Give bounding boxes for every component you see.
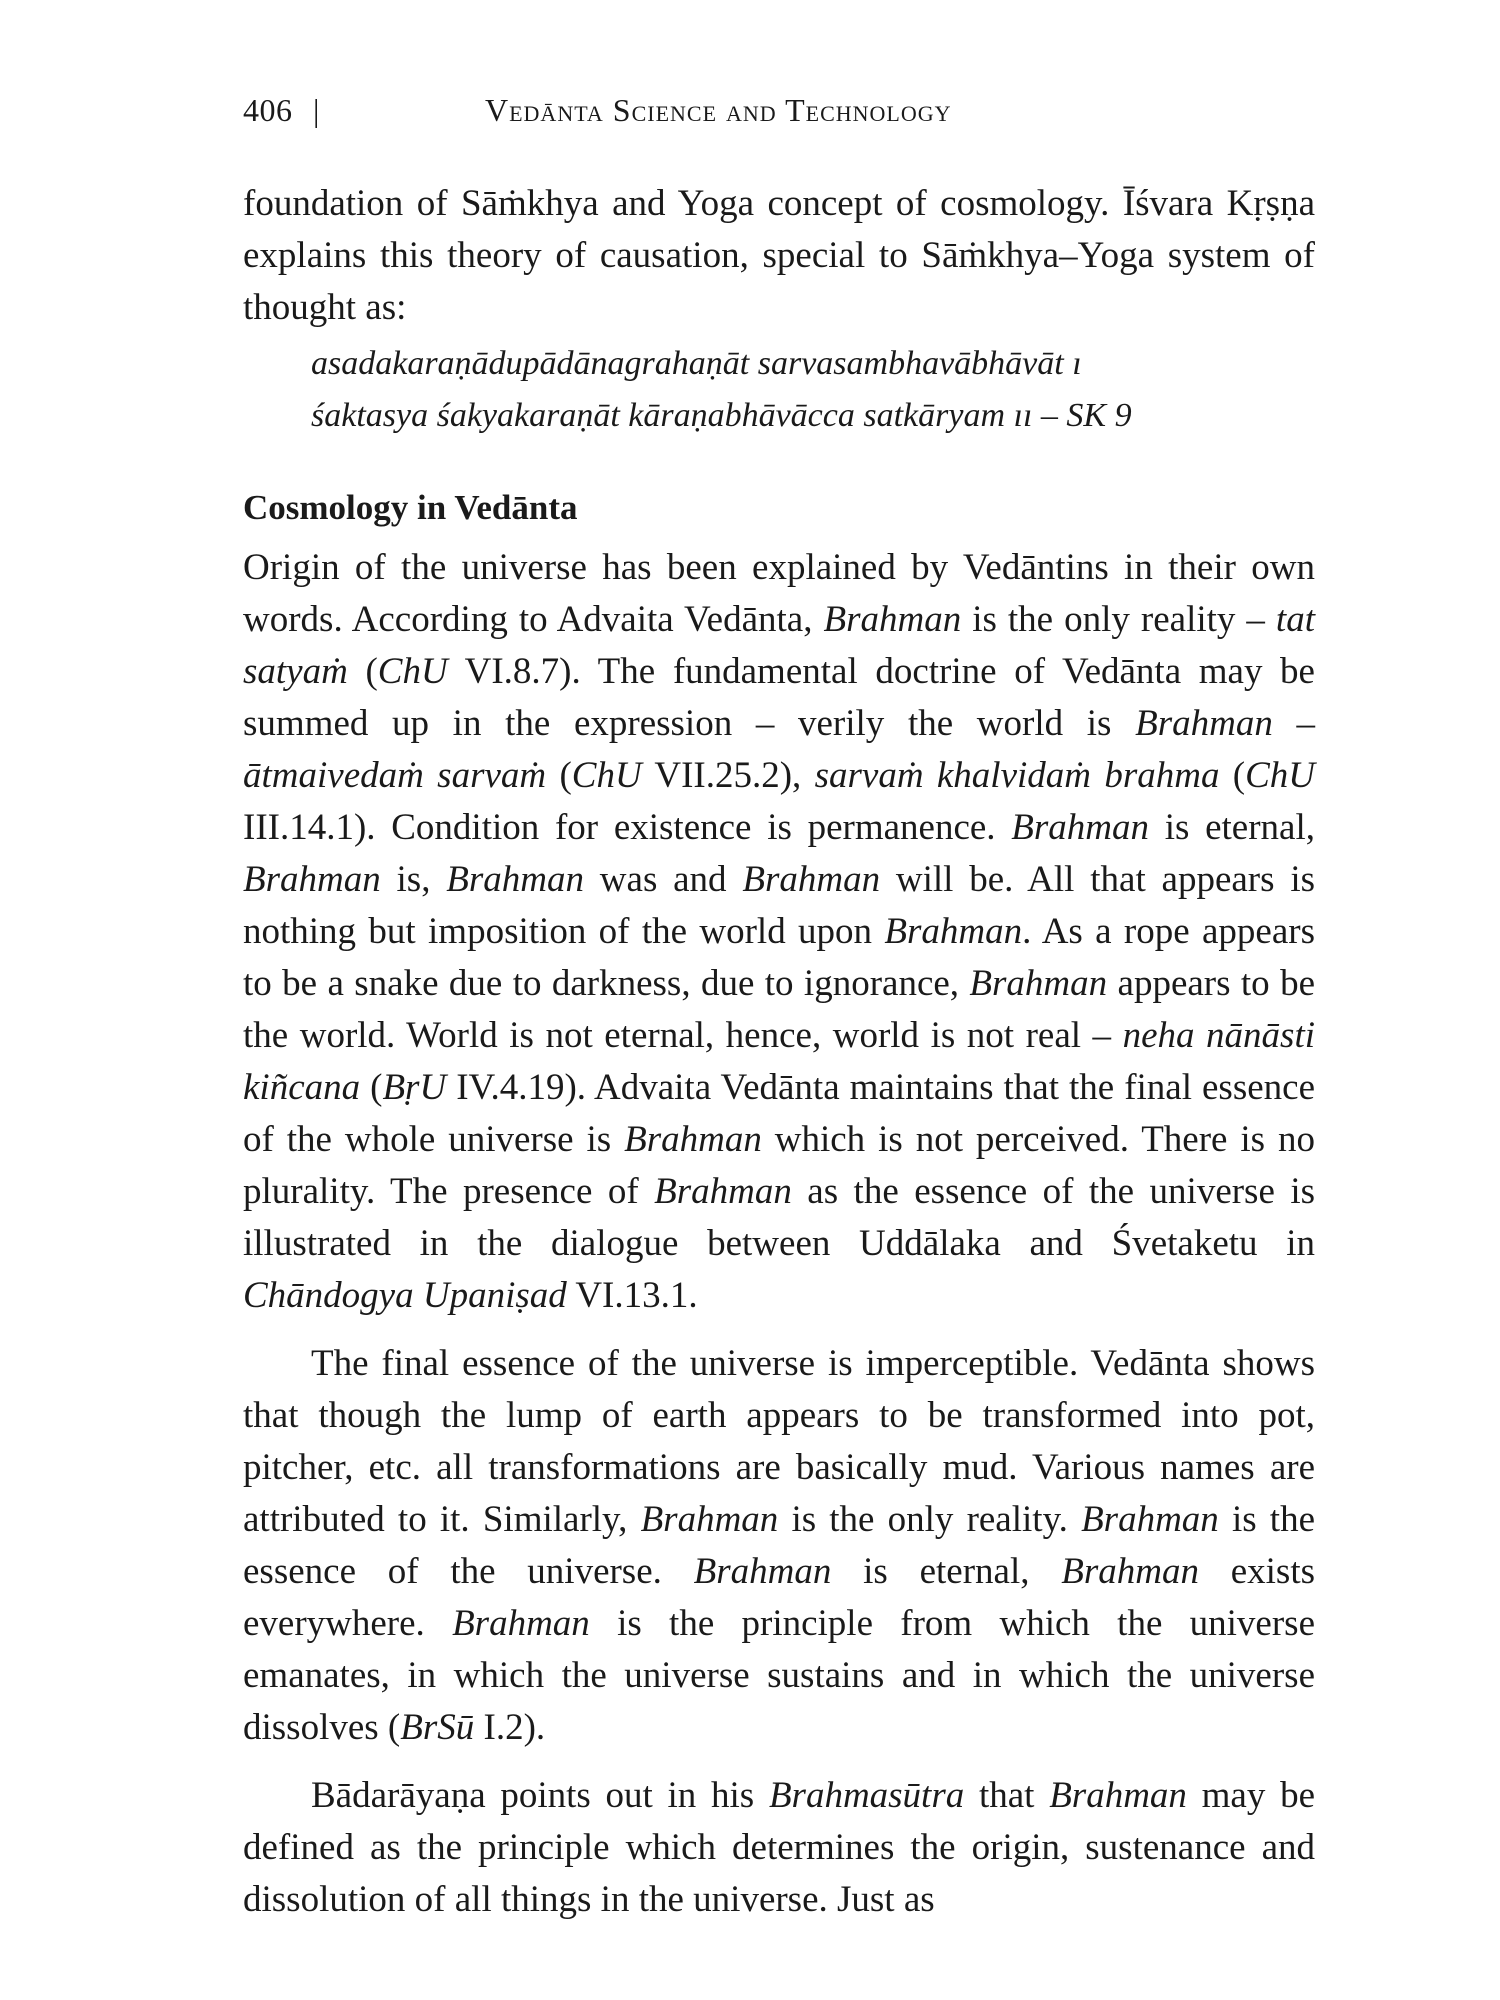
- paragraph-essence: The final essence of the universe is imperceptible. Vedānta shows that though the lump of earth appears to be transformed into pot, pitcher, etc. all transformations are basically mud. Various names are attributed to it. Similarly, Brahman is the only reality. Brahman is the essence of the universe. Brahman is eternal, Brahman exists everywhere. Brahman is the principle from which the universe emanates, in which the universe sustains and in which the universe dissolves (BrSū I.2).: [243, 1343, 1316, 1748]
- verse-line-2: śaktasya śakyakaraṇāt kāraṇabhāvācca satkāryam ıı – SK 9: [311, 397, 1132, 434]
- header-separator: |: [313, 92, 320, 128]
- verse-line-1: asadakaraṇādupādānagrahaṇāt sarvasambhavābhāvāt ı: [311, 345, 1082, 382]
- intro-paragraph: foundation of Sāṁkhya and Yoga concept of cosmology. Īśvara Kṛṣṇa explains this theory of causation, special to Sāṁkhya–Yoga system of thought as:: [243, 183, 1315, 328]
- book-page: [243, 92, 1315, 1926]
- page-number: 406: [243, 92, 293, 128]
- section-heading: Cosmology in Vedānta: [243, 488, 578, 527]
- paragraph-badarayana: Bādarāyaṇa points out in his Brahmasūtra that Brahman may be defined as the principle which determines the origin, sustenance and dissolution of all things in the universe. Just as: [243, 1775, 1315, 1920]
- sanskrit-verse: [311, 338, 1315, 442]
- running-title: Vedānta Science and Technology: [485, 92, 952, 128]
- running-head: [243, 92, 1315, 140]
- paragraph-cosmology: Origin of the universe has been explained by Vedāntins in their own words. According to Advaita Vedānta, Brahman is the only reality – tat satyaṁ (ChU VI.8.7). The fundamental doctrine of Vedānta may be summed up in the expression – verily the world is Brahman – ātmaivedaṁ sarvaṁ (ChU VII.25.2), sarvaṁ khalvidaṁ brahma (ChU III.14.1). Condition for existence is permanence. Brahman is eternal, Brahman is, Brahman was and Brahman will be. All that appears is nothing but imposition of the world upon Brahman. As a rope appears to be a snake due to darkness, due to ignorance, Brahman appears to be the world. World is not eternal, hence, world is not real – neha nānāsti kiñcana (BṛU IV.4.19). Advaita Vedānta maintains that the final essence of the whole universe is Brahman which is not perceived. There is no plurality. The presence of Brahman as the essence of the universe is illustrated in the dialogue between Uddālaka and Śvetaketu in Chāndogya Upaniṣad VI.13.1.: [243, 547, 1316, 1316]
- verse-reference: – SK 9: [1032, 397, 1132, 434]
